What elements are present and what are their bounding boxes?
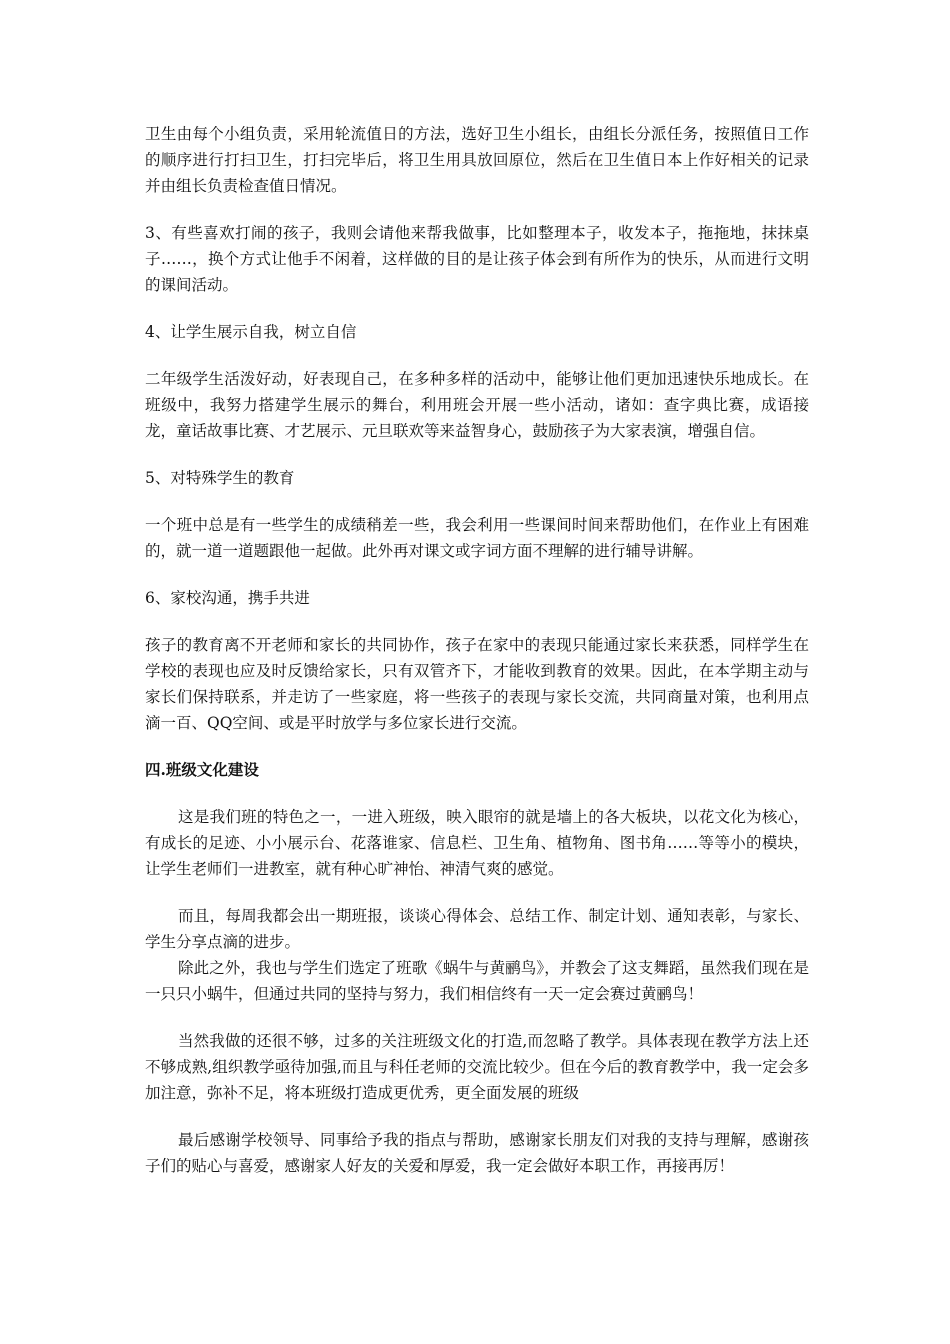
paragraph-item-4: 二年级学生活泼好动，好表现自己，在多种多样的活动中，能够让他们更加迅速快乐地成长。在班级中，我努力搭建学生展示的舞台，利用班会开展一些小活动，诸如：查字典比赛，成语接龙，童话故事比赛、才艺展示、元旦联欢等来益智身心，鼓励孩子为大家表演，增强自信。 <box>145 370 809 440</box>
document-page <box>145 121 809 1179</box>
section-heading-class-culture: 四.班级文化建设 <box>145 760 259 779</box>
paragraph-item-6: 孩子的教育离不开老师和家长的共同协作，孩子在家中的表现只能通过家长来获悉，同样学生在学校的表现也应及时反馈给家长，只有双管齐下，才能收到教育的效果。因此，在本学期主动与家长们保持联系，并走访了一些家庭，将一些孩子的表现与家长交流，共同商量对策，也利用点滴一百、QQ空间、或是平时放学与多位家长进行交流。 <box>145 636 809 732</box>
paragraph-hygiene-duty: 卫生由每个小组负责，采用轮流值日的方法，选好卫生小组长，由组长分派任务，按照值日工作的顺序进行打扫卫生，打扫完毕后，将卫生用具放回原位，然后在卫生值日本上作好相关的记录并由组长负责检查值日情况。 <box>145 125 809 195</box>
heading-item-6: 6、家校沟通，携手共进 <box>145 589 310 607</box>
paragraph-class-song: 除此之外，我也与学生们选定了班歌《蜗牛与黄鹂鸟》，并教会了这支舞蹈，虽然我们现在是一只只小蜗牛，但通过共同的坚持与努力，我们相信终有一天一定会赛过黄鹂鸟！ <box>145 959 809 1003</box>
paragraph-class-features: 这是我们班的特色之一，一进入班级，映入眼帘的就是墙上的各大板块，以花文化为核心，有成长的足迹、小小展示台、花落谁家、信息栏、卫生角、植物角、图书角……等等小的模块，让学生老师们一进教室，就有种心旷神怡、神清气爽的感觉。 <box>145 808 809 878</box>
heading-item-5: 5、对特殊学生的教育 <box>145 469 295 487</box>
paragraph-class-newsletter: 而且，每周我都会出一期班报，谈谈心得体会、总结工作、制定计划、通知表彰，与家长、学生分享点滴的进步。 <box>145 907 809 951</box>
paragraph-shortcomings: 当然我做的还很不够，过多的关注班级文化的打造,而忽略了教学。具体表现在教学方法上还不够成熟,组织教学亟待加强,而且与科任老师的交流比较少。但在今后的教育教学中，我一定会多加注意，弥补不足，将本班级打造成更优秀，更全面发展的班级 <box>145 1032 809 1102</box>
paragraph-item-5: 一个班中总是有一些学生的成绩稍差一些，我会利用一些课间时间来帮助他们，在作业上有困难的，就一道一道题跟他一起做。此外再对课文或字词方面不理解的进行辅导讲解。 <box>145 516 809 560</box>
paragraph-acknowledgements: 最后感谢学校领导、同事给予我的指点与帮助，感谢家长朋友们对我的支持与理解，感谢孩子们的贴心与喜爱，感谢家人好友的关爱和厚爱，我一定会做好本职工作，再接再厉！ <box>145 1131 809 1175</box>
heading-item-4: 4、让学生展示自我，树立自信 <box>145 323 357 341</box>
paragraph-item-3: 3、有些喜欢打闹的孩子，我则会请他来帮我做事，比如整理本子，收发本子，拖拖地，抹抹桌子……，换个方式让他手不闲着，这样做的目的是让孩子体会到有所作为的快乐，从而进行文明的课间活动。 <box>145 224 809 294</box>
